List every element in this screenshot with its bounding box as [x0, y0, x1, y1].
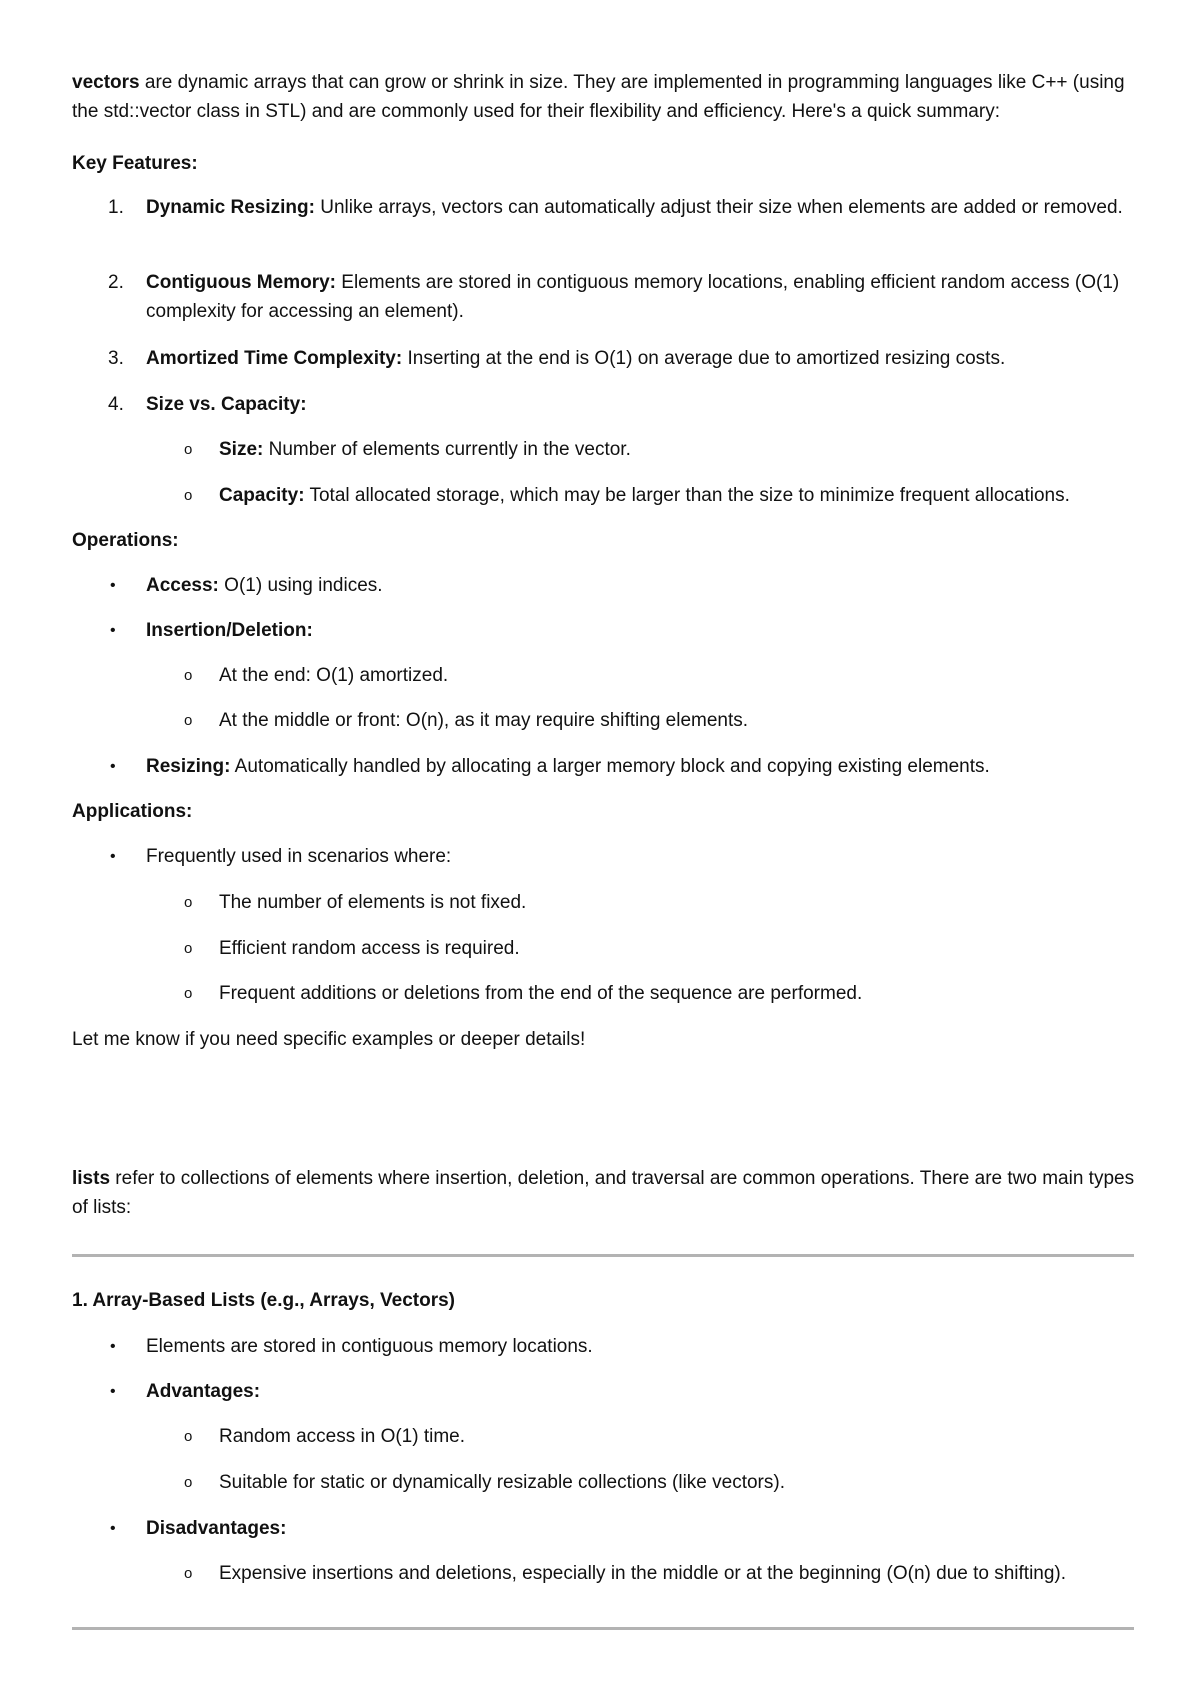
size-text — [219, 435, 1149, 464]
operation-label: Resizing: — [146, 756, 231, 777]
operation-text — [146, 571, 1136, 600]
size-description: Number of elements currently in the vector. — [263, 439, 631, 460]
array-based-lists-heading: 1. Array-Based Lists (e.g., Arrays, Vectors) — [72, 1290, 455, 1311]
sub-bullet: o — [184, 712, 193, 729]
insertion-text: At the end: O(1) amortized. — [219, 665, 449, 686]
feature-number: 2. — [108, 272, 124, 293]
vectors-intro — [72, 68, 1142, 126]
vectors-intro-text: are dynamic arrays that can grow or shrink in size. They are implemented in programming languages like C++ (using the std::vector class in STL) and are commonly used for their flexibility and efficiency. Here's a quick summary: — [72, 72, 1125, 122]
operation-text — [146, 752, 1136, 781]
size-label: Size: — [219, 439, 264, 460]
bullet: • — [110, 758, 116, 775]
operation-label: Access: — [146, 575, 219, 596]
feature-text — [146, 344, 1136, 373]
bullet: • — [110, 848, 116, 865]
lists-intro-text: refer to collections of elements where insertion, deletion, and traversal are common operations. There are two main types of lists: — [72, 1168, 1135, 1218]
advantage-text: Suitable for static or dynamically resizable collections (like vectors). — [219, 1472, 785, 1493]
feature-description: Elements are stored in contiguous memory locations, enabling efficient random access (O(1) complexity for accessing an element). — [146, 272, 1120, 322]
operations-heading: Operations: — [72, 530, 179, 551]
operation-text — [146, 616, 1136, 645]
feature-description: Inserting at the end is O(1) on average due to amortized resizing costs. — [402, 348, 1006, 369]
bullet: • — [110, 1338, 116, 1355]
feature-text — [146, 390, 1136, 419]
sub-bullet: o — [184, 667, 193, 684]
feature-number: 4. — [108, 394, 124, 415]
feature-description: Unlike arrays, vectors can automatically adjust their size when elements are added or removed. — [314, 197, 1123, 218]
bullet: • — [110, 1520, 116, 1537]
disadvantage-text: Expensive insertions and deletions, especially in the middle or at the beginning (O(n) due to shifting). — [219, 1563, 1067, 1584]
lists-term: lists — [72, 1168, 111, 1189]
operation-label: Insertion/Deletion: — [146, 620, 313, 641]
sub-bullet: o — [184, 894, 193, 911]
feature-label: Size vs. Capacity: — [146, 394, 307, 415]
capacity-label: Capacity: — [219, 485, 305, 506]
application-sub-text: The number of elements is not fixed. — [219, 892, 527, 913]
feature-label: Contiguous Memory: — [146, 272, 336, 293]
capacity-description: Total allocated storage, which may be larger than the size to minimize frequent allocations. — [304, 485, 1070, 506]
feature-label: Amortized Time Complexity: — [146, 348, 403, 369]
bullet: • — [110, 577, 116, 594]
feature-number: 3. — [108, 348, 124, 369]
capacity-text — [219, 481, 1149, 510]
sub-bullet: o — [184, 1428, 193, 1445]
insertion-text: At the middle or front: O(n), as it may require shifting elements. — [219, 710, 749, 731]
lists-intro — [72, 1164, 1142, 1222]
operation-description: O(1) using indices. — [218, 575, 383, 596]
closing-text: Let me know if you need specific examples or deeper details! — [72, 1029, 586, 1050]
application-sub-text: Efficient random access is required. — [219, 938, 520, 959]
applications-heading: Applications: — [72, 801, 193, 822]
advantage-text: Random access in O(1) time. — [219, 1426, 466, 1447]
operation-description: Automatically handled by allocating a larger memory block and copying existing elements. — [230, 756, 990, 777]
feature-text — [146, 193, 1136, 222]
advantages-label: Advantages: — [146, 1381, 261, 1402]
horizontal-rule — [72, 1627, 1134, 1630]
horizontal-rule — [72, 1254, 1134, 1257]
sub-bullet: o — [184, 1565, 193, 1582]
application-text: Frequently used in scenarios where: — [146, 846, 452, 867]
application-sub-text: Frequent additions or deletions from the end of the sequence are performed. — [219, 983, 863, 1004]
vectors-term: vectors — [72, 72, 140, 93]
bullet: • — [110, 622, 116, 639]
bullet: • — [110, 1383, 116, 1400]
feature-number: 1. — [108, 197, 124, 218]
list-item-text: Elements are stored in contiguous memory locations. — [146, 1336, 593, 1357]
feature-label: Dynamic Resizing: — [146, 197, 315, 218]
disadvantages-label: Disadvantages: — [146, 1518, 287, 1539]
sub-bullet: o — [184, 1474, 193, 1491]
sub-bullet: o — [184, 985, 193, 1002]
sub-bullet: o — [184, 487, 193, 504]
sub-bullet: o — [184, 441, 193, 458]
sub-bullet: o — [184, 940, 193, 957]
feature-text — [146, 268, 1136, 326]
key-features-heading: Key Features: — [72, 153, 198, 174]
